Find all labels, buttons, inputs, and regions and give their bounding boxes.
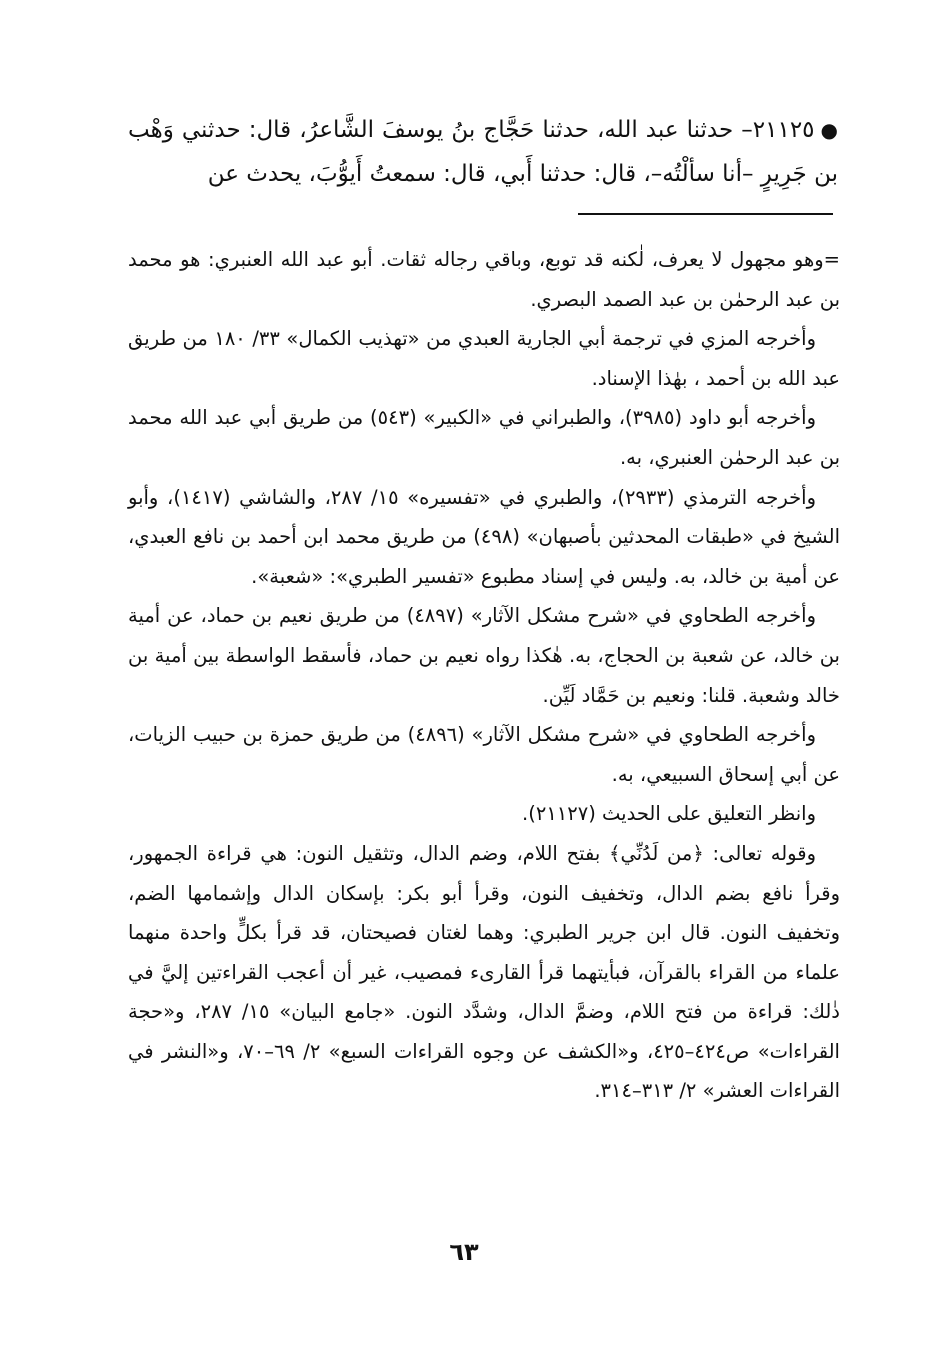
footnote-paragraph: وأخرجه الطحاوي في «شرح مشكل الآثار» (٤٨٩٧) من طريق نعيم بن حماد، عن أمية بن خالد، عن شعبة بن الحجاج، به. هٰكذا رواه نعيم بن حماد، فأسقط الواسطة بين أمية بن خالد وشعبة. قلنا: ونعيم بن حَمَّاد لَيِّن. (128, 604, 840, 707)
bullet-icon: ● (820, 118, 838, 142)
hadith-text: ٢١١٢٥– حدثنا عبد الله، حدثنا حَجَّاج بنُ يوسفَ الشَّاعرُ، قال: حدثني وَهْب بن جَرِيرٍ –أنا سألْتُه–، قال: حدثنا أَبي، قال: سمعتُ أَيوُّبَ، يحدث عن (128, 117, 838, 187)
footnote-paragraph: =وهو مجهول لا يعرف، لٰكنه قد توبع، وباقي رجاله ثقات. أبو عبد الله العنبري: هو محمد بن عبد الرحمٰن بن عبد الصمد البصري. (128, 248, 840, 311)
footnote-paragraph: وأخرجه المزي في ترجمة أبي الجارية العبدي من «تهذيب الكمال» ٣٣/ ١٨٠ من طريق عبد الله بن أحمد ، بهٰذا الإسناد. (128, 327, 840, 390)
footnote-paragraph: وأخرجه الطحاوي في «شرح مشكل الآثار» (٤٨٩٦) من طريق حمزة بن حبيب الزيات، عن أبي إسحاق السبيعي، به. (128, 723, 840, 786)
footnote-paragraph: وقوله تعالى: ﴿من لَدُنِّي﴾ بفتح اللام، وضم الدال، وتثقيل النون: هي قراءة الجمهور، وقرأ نافع بضم الدال، وتخفيف النون، وقرأ أبو بكر: بإسكان الدال وإشمامها الضم، وتخفيف النون. قال ابن جرير الطبري: وهما لغتان فصيحتان، قد قرأ بكلٍّ واحدة منهما علماء من القراء بالقرآن، فبأيتهما قرأ القارىء فمصيب، غير أن أعجب القراءتين إليَّ في ذٰلك: قراءة من فتح اللام، وضمَّ الدال، وشدَّد النون. «جامع البيان» ١٥/ ٢٨٧، و«حجة القراءات» ص٤٢٤–٤٢٥، و«الكشف عن وجوه القراءات السبع» ٢/ ٦٩–٧٠، و«النشر في القراءات العشر» ٢/ ٣١٣–٣١٤. (128, 841, 840, 1103)
footnote-paragraph: وأخرجه أبو داود (٣٩٨٥)، والطبراني في «الكبير» (٥٤٣) من طريق أبي عبد الله محمد بن عبد الرحمٰن العنبري، به. (128, 406, 840, 469)
footnote-separator (578, 213, 833, 215)
hadith-text-block (128, 108, 838, 196)
footnote-paragraph: وأخرجه الترمذي (٢٩٣٣)، والطبري في «تفسيره» ١٥/ ٢٨٧، والشاشي (١٤١٧)، وأبو الشيخ في «طبقات المحدثين بأصبهان» (٤٩٨) من طريق محمد ابن أحمد بن نافع العبدي، عن أمية بن خالد، به. وليس في إسناد مطبوع «تفسير الطبري»: «شعبة». (128, 485, 840, 588)
page-number: ٦٣ (449, 1238, 479, 1266)
footnotes-block (128, 240, 840, 1111)
footnote-paragraph: وانظر التعليق على الحديث (٢١١٢٧). (522, 802, 816, 826)
